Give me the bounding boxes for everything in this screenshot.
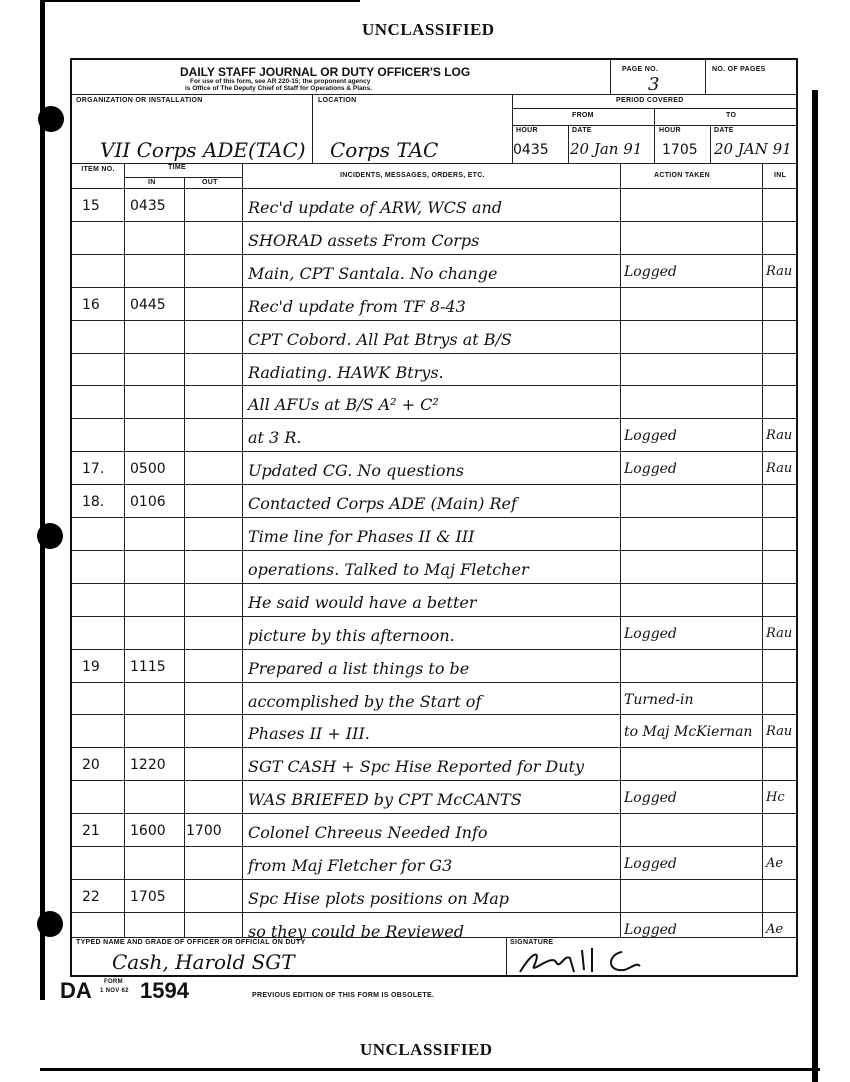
time-in: 1705 [130,889,166,905]
bottom-scan-edge [40,1068,820,1071]
col-action-label: ACTION TAKEN [654,172,710,179]
left-scan-edge [40,0,45,1000]
time-out: 1700 [186,823,222,839]
classification-bottom: UNCLASSIFIED [360,1040,493,1059]
initials: Hc [766,790,785,805]
incident-text: so they could be Reviewed [248,922,464,941]
row-line [72,517,796,518]
item-no: 17. [82,461,105,477]
col-time-label: TIME [168,164,186,171]
row-line [72,254,796,255]
action-taken: Turned-in [624,692,694,708]
punch-hole-top [38,106,64,132]
initials: Ae [766,856,784,871]
form-subtitle-1: For use of this form, see AR 220-15; the proponent agency [190,78,371,85]
incident-text: Main, CPT Santala. No change [248,264,498,283]
journal-form [70,58,798,977]
row-line [72,451,796,452]
from-date-value: 20 Jan 91 [570,140,643,158]
time-in: 0445 [130,297,166,313]
row-line [72,912,796,913]
edition-note: PREVIOUS EDITION OF THIS FORM IS OBSOLETE. [252,992,435,999]
col-item-label: ITEM NO. [81,166,115,173]
to-label: TO [726,112,737,119]
row-line [72,747,796,748]
signature-scribble [512,944,712,976]
action-taken: Logged [624,428,677,444]
initials: Rau [766,428,793,443]
incident-text: at 3 R. [248,428,302,447]
page-no-label: PAGE NO. [622,66,659,73]
row-line [72,780,796,781]
action-taken: Logged [624,264,677,280]
form-subtitle-2: is Office of The Deputy Chief of Staff for Operations & Plans. [185,85,373,92]
punch-hole-bottom [37,911,63,937]
officer-label: TYPED NAME AND GRADE OF OFFICER OR OFFICIAL ON DUTY [76,939,306,946]
top-scan-edge [40,0,360,2]
row-line [72,484,796,485]
punch-hole-middle [37,523,63,549]
action-taken: Logged [624,856,677,872]
action-taken: Logged [624,626,677,642]
row-line [72,221,796,222]
location-value: Corps TAC [330,138,439,162]
form-prefix: DA [60,978,92,1003]
col-inl-label: INL [774,172,787,179]
action-taken: Logged [624,922,677,938]
incident-text: Prepared a list things to be [248,659,470,678]
initials: Rau [766,264,793,279]
incident-text: SHORAD assets From Corps [248,231,480,250]
incident-text: WAS BRIEFED by CPT McCANTS [248,790,522,809]
incident-text: SGT CASH + Spc Hise Reported for Duty [248,757,585,776]
item-no: 19 [82,659,100,675]
row-line [72,846,796,847]
row-line [72,616,796,617]
to-hour-label: HOUR [659,127,681,134]
row-line [72,320,796,321]
action-taken: Logged [624,461,677,477]
incident-text: from Maj Fletcher for G3 [248,856,453,875]
from-hour-value: 0435 [513,142,549,158]
row-line [72,583,796,584]
item-no: 22 [82,889,100,905]
form-label: FORM [104,979,123,985]
row-line [72,353,796,354]
time-in: 0500 [130,461,166,477]
to-date-label: DATE [714,127,734,134]
row-line [72,714,796,715]
incident-text: Rec'd update from TF 8-43 [248,297,466,316]
col-out-label: OUT [202,179,218,186]
location-label: LOCATION [318,97,357,104]
incident-text: Updated CG. No questions [248,461,464,480]
to-date-value: 20 JAN 91 [714,140,792,158]
incident-text: operations. Talked to Maj Fletcher [248,560,529,579]
form-date: 1 NOV 62 [100,988,129,994]
incident-text: Contacted Corps ADE (Main) Ref [248,494,517,513]
action-taken: to Maj McKiernan [624,724,753,740]
incident-text: Colonel Chreeus Needed Info [248,823,488,842]
item-no: 18. [82,494,105,510]
row-line [72,550,796,551]
item-no: 20 [82,757,100,773]
col-in-label: IN [148,179,156,186]
row-line [72,418,796,419]
org-value: VII Corps ADE(TAC) [100,138,306,162]
initials: Ae [766,922,784,937]
incident-text: picture by this afternoon. [248,626,455,645]
initials: Rau [766,724,793,739]
incident-text: Phases II + III. [248,724,370,743]
row-line [72,287,796,288]
time-in: 0106 [130,494,166,510]
incident-text: All AFUs at B/S A² + C² [248,395,439,414]
right-scan-edge [812,90,818,1082]
to-hour-value: 1705 [662,142,698,158]
officer-value: Cash, Harold SGT [112,950,295,974]
signature-label: SIGNATURE [510,939,554,946]
row-line [72,879,796,880]
item-no: 16 [82,297,100,313]
initials: Rau [766,626,793,641]
period-covered-label: PERIOD COVERED [616,97,684,104]
action-taken: Logged [624,790,677,806]
from-date-label: DATE [572,127,592,134]
page-no-value: 3 [648,74,660,95]
from-label: FROM [572,112,594,119]
time-in: 1600 [130,823,166,839]
time-in: 1220 [130,757,166,773]
row-line [72,682,796,683]
item-no: 21 [82,823,100,839]
row-line [72,813,796,814]
form-number: 1594 [140,978,189,1003]
incident-text: He said would have a better [248,593,477,612]
incident-text: Spc Hise plots positions on Map [248,889,509,908]
incident-text: CPT Cobord. All Pat Btrys at B/S [248,330,512,349]
incident-text: Radiating. HAWK Btrys. [248,363,444,382]
form-title: DAILY STAFF JOURNAL OR DUTY OFFICER'S LOG [180,65,471,79]
col-incidents-label: INCIDENTS, MESSAGES, ORDERS, ETC. [340,172,485,179]
row-line [72,649,796,650]
item-no: 15 [82,198,100,214]
classification-top: UNCLASSIFIED [362,20,495,39]
row-line [72,385,796,386]
from-hour-label: HOUR [516,127,538,134]
org-label: ORGANIZATION OR INSTALLATION [76,97,203,104]
no-pages-label: NO. OF PAGES [712,66,766,73]
initials: Rau [766,461,793,476]
time-in: 0435 [130,198,166,214]
incident-text: Time line for Phases II & III [248,527,475,546]
incident-text: accomplished by the Start of [248,692,482,711]
time-in: 1115 [130,659,166,675]
incident-text: Rec'd update of ARW, WCS and [248,198,503,217]
